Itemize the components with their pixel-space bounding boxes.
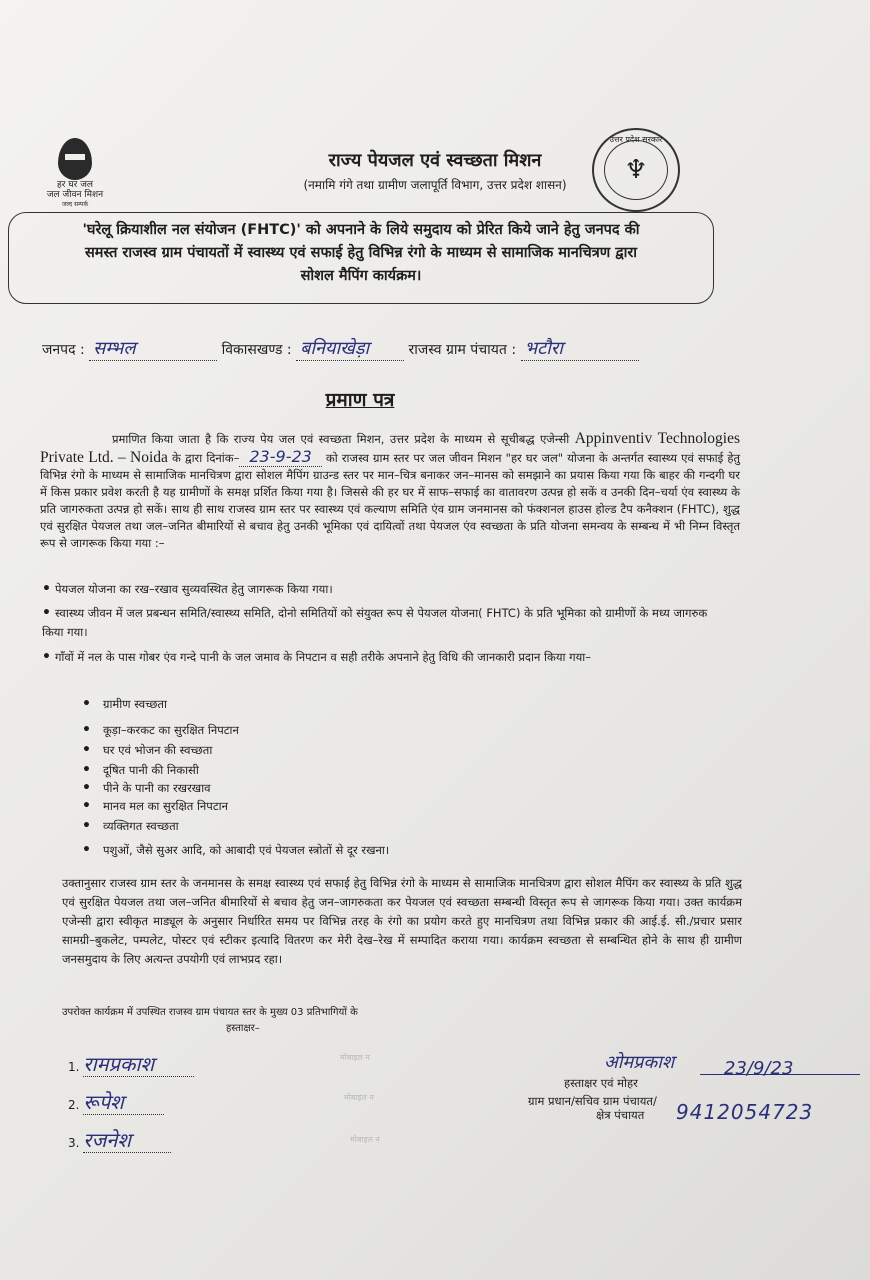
participant-name-1: रामप्रकाश [83, 1052, 194, 1077]
panchayat-field[interactable] [521, 336, 639, 361]
up-government-emblem [592, 128, 680, 212]
janpad-field[interactable] [89, 336, 217, 361]
program-line-1: 'घरेलू क्रियाशील नल संयोजन (FHTC)' को अपनाने के लिये समुदाय को प्रेरित किये जाने हेतु जनपद की [82, 222, 640, 238]
program-line-3: सोशल मैपिंग कार्यक्रम। [300, 268, 422, 284]
participant-signature-2: 2. रूपेश [68, 1088, 164, 1115]
panchayat-value: भटौरा [524, 338, 563, 359]
signature-underline [700, 1074, 860, 1075]
official-phone: 9412054723 [676, 1100, 814, 1124]
bullet-item: • गाँवों में नल के पास गोबर एंव गन्दे पानी के जल जमाव के निपटान व सही तरीके अपनाने हेतु विधि की जानकारी प्रदान किया गया– [42, 649, 591, 665]
faint-mobile-label: मोबाइल न [340, 1053, 370, 1062]
body-intro-1: प्रमाणित किया जाता है कि राज्य पेय जल एवं स्वच्छता मिशन, उत्तर प्रदेश के माध्यम से सूचीबद्ध एजेन्सी [112, 432, 570, 446]
sub-bullet-item: • कूड़ा–करकट का सुरक्षित निपटान [82, 722, 239, 738]
vikaskhand-field[interactable] [296, 336, 404, 361]
program-date: 23-9-23 [239, 447, 321, 467]
janpad-value: सम्भल [93, 338, 136, 359]
participant-name-3: रजनेश [83, 1128, 171, 1153]
janpad-label: जनपद : [42, 342, 85, 358]
participant-signature-3: 3. रजनेश [68, 1126, 171, 1153]
official-signature-name: ओमप्रकाश [604, 1052, 675, 1073]
sub-bullet-item: • पीने के पानी का रखरखाव [82, 780, 211, 796]
emblem-ring-text: उत्तर प्रदेश सरकार [609, 135, 663, 144]
page-title: राज्य पेयजल एवं स्वच्छता मिशन [328, 150, 542, 171]
logo-text-1: हर घर जल [57, 180, 93, 190]
agency-name: Appinventiv Technologies Private Ltd. – Noida [40, 430, 740, 466]
participant-signature-1: 1. रामप्रकाश [68, 1050, 194, 1077]
location-fields [42, 336, 639, 361]
panchayat-label: राजस्व ग्राम पंचायत : [408, 342, 517, 358]
sign-seal-label: हस्ताक्षर एवं मोहर [564, 1076, 638, 1090]
fish-bow-emblem-icon: ♆ [604, 140, 668, 200]
program-line-2: समस्त राजस्व ग्राम पंचायतों में स्वास्थ्य एवं सफाई हेतु विभिन्न रंगो के माध्यम से सामाजिक मानचित्रण द्वारा [84, 245, 638, 261]
bullet-item: • स्वास्थ्य जीवन में जल प्रबन्धन समिति/स्वास्थ्य समिति, दोनो समितियों को संयुक्त रूप से पेयजल योजना( FHTC) के प्रति भूमिका को ग्रामीणों के मध्य जागरुक किया गया। [42, 605, 708, 639]
logo-text-3: जल्द सम्पर्क [61, 201, 89, 208]
bullet-item: • पेयजल योजना का रख–रखाव सुव्यवस्थित हेतु जागरूक किया गया। [42, 581, 333, 597]
sub-bullet-item: • दूषित पानी की निकासी [82, 762, 199, 778]
faint-mobile-label: मोबाइल न [350, 1135, 380, 1144]
participants-signature-label: हस्ताक्षर– [226, 1023, 260, 1034]
vikas-value: बनियाखेड़ा [300, 338, 370, 359]
participants-note: उपरोक्त कार्यक्रम में उपस्थित राजस्व ग्राम पंचायत स्तर के मुख्य 03 प्रतिभागियों के [62, 1007, 358, 1018]
official-role-1: ग्राम प्रधान/सचिव ग्राम पंचायत/ [528, 1094, 657, 1108]
participant-name-2: रूपेश [83, 1090, 164, 1115]
faint-mobile-label: मोबाइल न [344, 1093, 374, 1102]
sub-bullet-item: • घर एवं भोजन की स्वच्छता [82, 742, 213, 758]
sub-bullet-item: • व्यक्तिगत स्वच्छता [82, 818, 179, 834]
vikas-label: विकासखण्ड : [221, 342, 292, 358]
closing-paragraph: उक्तानुसार राजस्व ग्राम स्तर के जनमानस के समक्ष स्वास्थ्य एवं सफाई हेतु विभिन्न रंगो के माध्यम से सामाजिक मानचित्रण द्वारा सोशल मैपिंग कर स्वास्थ्य के प्रति शुद्ध एवं सुरक्षित पेयजल तथा जल–जनित बीमारियों से बचाव हेतु जन–जागरुकता कर पेयजल एवं स्वच्छता सम्बन्धी विस्तृत रूप से जागरूक किया गया। उक्त कार्यक्रम एजेन्सी द्वारा स्वीकृत माड्यूल के अनुसार निर्धारित समय पर विभिन्न तरह के रंगो का प्रयोग करते हुए मानचित्रण तथा विभिन्न प्रकार की आई.ई. सी./प्रचार प्रसार सामग्री–बुकलेट, पम्पलेट, पोस्टर एवं स्टीकर इत्यादि वितरण कर मेरी देख–रेख में सम्पादित कराया गया। कार्यक्रम स्वच्छता से सम्बन्धित होने के साथ ही ग्रामीण जनसमुदाय के लिए अत्यन्त उपयोगी एवं लाभप्रद रहा। [62, 876, 742, 966]
official-role-2: क्षेत्र पंचायत [596, 1108, 645, 1122]
sub-bullet-item: • मानव मल का सुरक्षित निपटान [82, 798, 228, 814]
body-intro-2: के द्वारा दिनांक– [167, 451, 240, 465]
logo-text-2: जल जीवन मिशन [46, 190, 104, 200]
page-subtitle: (नमामि गंगे तथा ग्रामीण जलापूर्ति विभाग, उत्तर प्रदेश शासन) [303, 178, 567, 192]
certificate-title: प्रमाण पत्र [325, 389, 395, 411]
sub-bullet-item: • ग्रामीण स्वच्छता [82, 696, 167, 712]
body-intro-3: को राजस्व ग्राम स्तर पर जल जीवन मिशन "हर घर जल" योजना के अन्तर्गत स्वास्थ्य एवं सफाई हेतु विभिन्न रंगो के माध्यम से सामाजिक मानचित्रण द्वारा सोशल मैपिंग ग्राउन्ड स्तर पर मान–चित्र बनाकर जन–मानस को समझाने का प्रयास किया गया कि बाहर की गन्दगी घर में किस प्रकार प्रवेश करती है यह ग्रामीणों के समक्ष प्रर्शित किया गया है। जिससे की हर घर में साफ–सफाई का वातावरण उत्पन्न हो सकें व उनकी दिन–चर्या एंव स्वास्थ्य के प्रति जागरुकता उत्पन्न हो सकें। साथ ही साथ राजस्व ग्राम स्तर पर स्वास्थ्य एवं कल्याण समिति एंव ग्राम जनमानस को फंक्शनल हाउस होल्ड टैप कनैक्शन (FHTC), शुद्ध एवं सुरक्षित पेयजल तथा जल–जनित बीमारियों से बचाव हेतु उनकी भूमिका एवं दायित्वों तथा पेयजल एंव स्वच्छता के प्रति योजना समन्वय के सम्बन्ध में भी निम्न विस्तृत रूप से जागरूक किया गया :– [40, 451, 740, 550]
certificate-body [40, 430, 740, 552]
official-signature-date: 23/9/23 [724, 1058, 794, 1079]
program-title-box [8, 212, 714, 304]
sub-bullet-item: • पशुओं, जैसे सुअर आदि, को आबादी एवं पेयजल स्त्रोतों से दूर रखना। [82, 842, 390, 858]
